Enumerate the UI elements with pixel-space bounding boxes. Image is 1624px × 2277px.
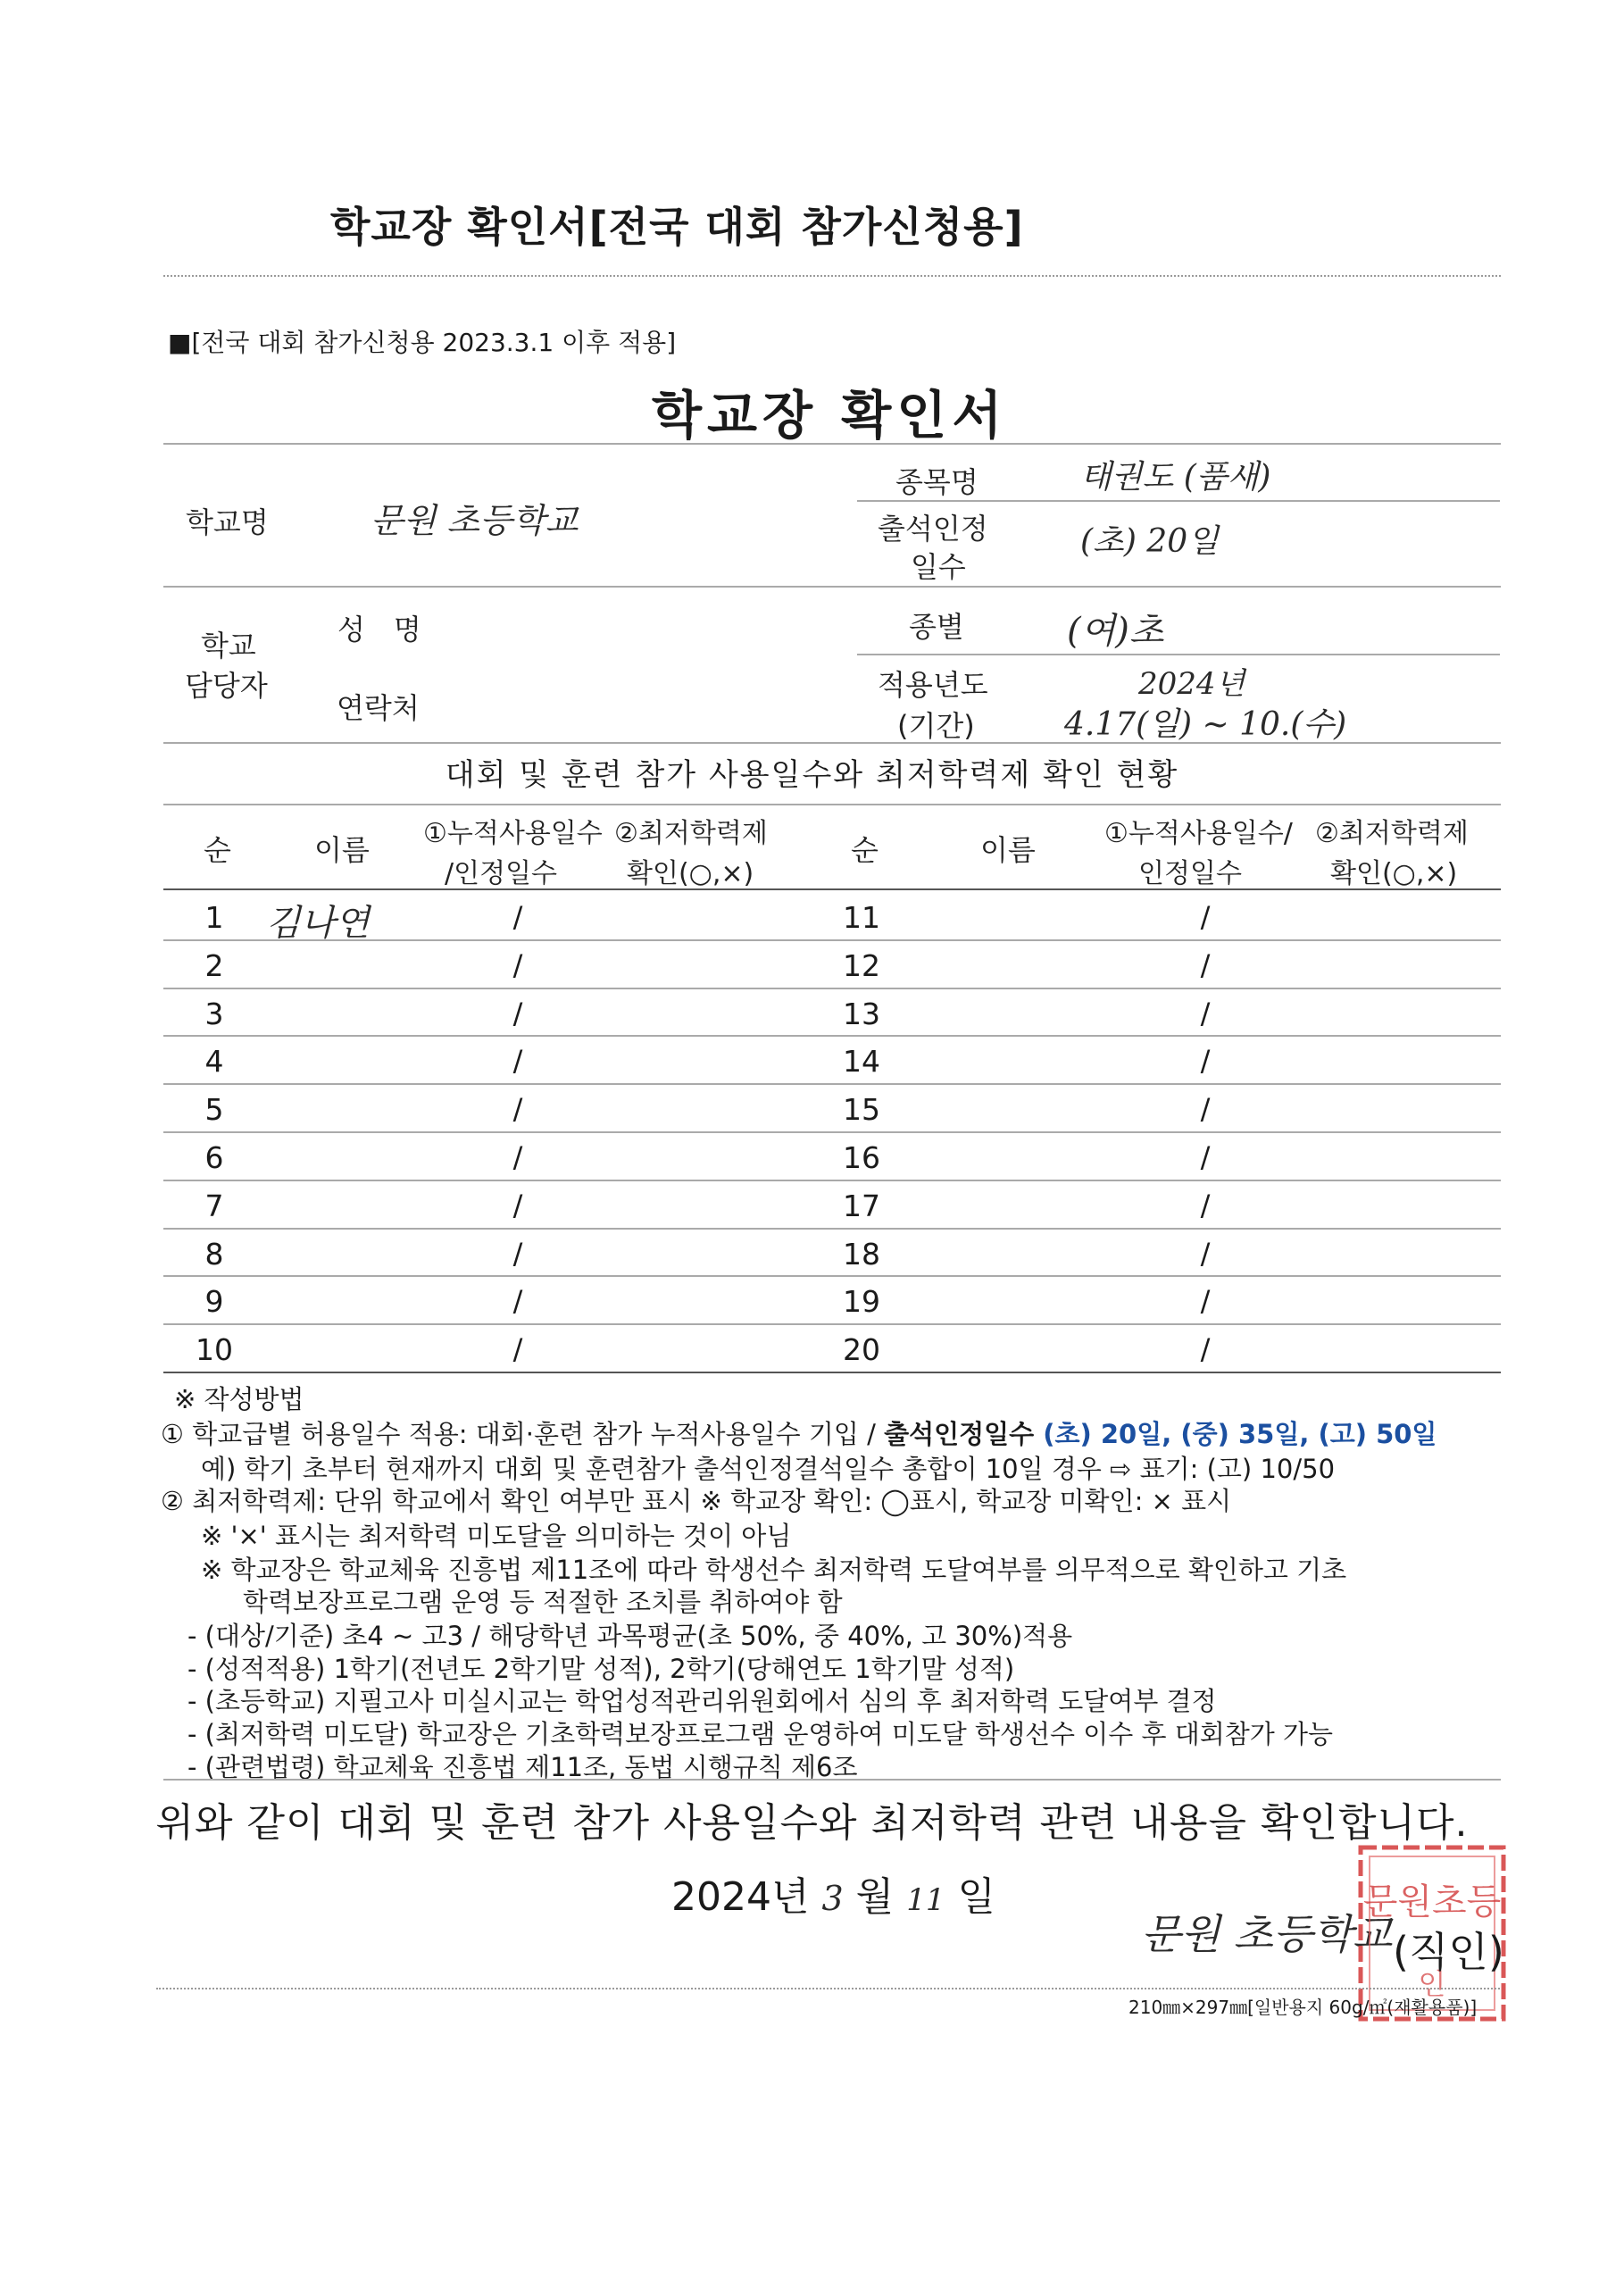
- row-days-right: /: [1200, 1332, 1211, 1367]
- gender-label: 종별: [909, 610, 964, 644]
- contact-name-label: 성 명: [337, 613, 421, 646]
- divider: [857, 500, 1500, 502]
- gender-value: (여)초: [1067, 611, 1164, 652]
- row-days-left: /: [512, 1188, 523, 1222]
- row-days-right: /: [1200, 1140, 1211, 1174]
- row-days-left: /: [512, 1092, 523, 1127]
- row-number-right: 17: [843, 1188, 880, 1223]
- row-number-left: 6: [204, 1140, 224, 1175]
- row-number-right: 20: [843, 1332, 880, 1368]
- header-check-right-2: 확인(○,×): [1330, 858, 1458, 889]
- event-label: 종목명: [895, 465, 979, 499]
- instruction-line-8: - (성적적용) 1학기(전년도 2학기말 성적), 2학기(당해연도 1학기말 성적): [187, 1654, 1015, 1684]
- header-name-left: 이름: [314, 833, 370, 867]
- header-check-left-1: ②최저학력제: [614, 818, 768, 849]
- row-number-right: 14: [843, 1044, 880, 1080]
- row-days-right: /: [1200, 1284, 1211, 1319]
- row-number-left: 2: [204, 947, 224, 983]
- header-check-left-2: 확인(○,×): [627, 858, 754, 889]
- row-number-left: 7: [204, 1188, 224, 1223]
- row-days-right: /: [1200, 1236, 1211, 1271]
- divider: [163, 586, 1501, 588]
- row-days-left: /: [512, 900, 523, 934]
- header-num-left: 순: [204, 833, 231, 867]
- instructions-heading: ※ 작성방법: [174, 1384, 304, 1414]
- school-name-label: 학교명: [186, 505, 269, 539]
- row-days-left: /: [512, 947, 523, 982]
- school-name-value: 문원 초등학교: [371, 501, 579, 540]
- header-days-left-2: /인정일수: [445, 858, 558, 889]
- divider: [163, 804, 1501, 805]
- row-days-left: /: [512, 1140, 523, 1174]
- document-top-title: 학교장 확인서[전국 대회 참가신청용]: [330, 203, 1024, 251]
- row-number-left: 4: [204, 1044, 224, 1080]
- row-days-right: /: [1200, 947, 1211, 982]
- manager-label-2: 담당자: [185, 669, 268, 703]
- row-number-left: 8: [204, 1236, 224, 1272]
- row-number-right: 15: [843, 1092, 880, 1128]
- row-days-right: /: [1200, 996, 1211, 1030]
- table-row-divider: [163, 1228, 1501, 1230]
- row-days-left: /: [512, 996, 523, 1030]
- header-days-left-1: ①누적사용일수: [423, 818, 603, 849]
- row-number-left: 5: [204, 1092, 224, 1128]
- instruction-line-10: - (최저학력 미도달) 학교장은 기초학력보장프로그램 운영하여 미도달 학생선수 이수 후 대회참가 가능: [187, 1719, 1334, 1749]
- instruction-line-4: ※ '×' 표시는 최저학력 미도달을 의미하는 것이 아님: [201, 1521, 792, 1551]
- seal-label: (직인): [1393, 1928, 1504, 1976]
- table-section-title: 대회 및 훈련 참가 사용일수와 최저학력제 확인 현황: [445, 757, 1179, 793]
- divider: [163, 1779, 1501, 1781]
- divider: [163, 888, 1501, 890]
- attendance-value: (초) 20일: [1080, 523, 1219, 560]
- period-label-2: (기간): [897, 709, 975, 743]
- signature-school-name: 문원 초등학교: [1141, 1910, 1393, 1958]
- period-label-1: 적용년도: [878, 668, 988, 702]
- instruction-line-11: - (관련법령) 학교체육 진흥법 제11조, 동법 시행규칙 제6조: [187, 1752, 858, 1782]
- row-days-right: /: [1200, 1044, 1211, 1079]
- row-days-left: /: [512, 1044, 523, 1079]
- instruction-line-5: ※ 학교장은 학교체육 진흥법 제11조에 따라 학생선수 최저학력 도달여부를 의무적으로 확인하고 기초: [201, 1555, 1347, 1585]
- instruction-line-6: 학력보장프로그램 운영 등 적절한 조치를 취하여야 함: [243, 1587, 843, 1617]
- divider: [857, 654, 1500, 655]
- row-days-right: /: [1200, 900, 1211, 934]
- row-number-right: 11: [843, 900, 880, 935]
- row-days-left: /: [512, 1236, 523, 1271]
- divider: [163, 443, 1501, 445]
- row-number-right: 12: [843, 947, 880, 983]
- instruction-line-2: 예) 학기 초부터 현재까지 대회 및 훈련참가 출석인정결석일수 총합이 10일 경우 ⇨ 표기: (고) 10/50: [201, 1454, 1336, 1484]
- contact-phone-label: 연락처: [337, 691, 420, 725]
- table-row-divider: [163, 939, 1501, 941]
- row-number-right: 18: [843, 1236, 880, 1272]
- application-note: ■[전국 대회 참가신청용 2023.3.1 이후 적용]: [168, 328, 677, 357]
- row-number-right: 16: [843, 1140, 880, 1175]
- row-number-right: 19: [843, 1284, 880, 1320]
- divider: [163, 742, 1501, 744]
- paper-spec-footer: 210㎜×297㎜[일반용지 60g/㎡(재활용품)]: [1128, 1997, 1478, 2018]
- row-days-right: /: [1200, 1092, 1211, 1127]
- table-row-divider: [163, 1275, 1501, 1277]
- row-number-left: 1: [204, 900, 224, 935]
- event-value: 태권도 (품새): [1080, 459, 1271, 496]
- row-number-left: 10: [196, 1332, 233, 1368]
- divider: [156, 1988, 1500, 1989]
- row-name-left: 김나연: [266, 903, 370, 944]
- table-row-divider: [163, 1035, 1501, 1037]
- header-num-right: 순: [851, 833, 879, 867]
- row-days-left: /: [512, 1284, 523, 1319]
- row-days-left: /: [512, 1332, 523, 1367]
- table-row-divider: [163, 1372, 1501, 1373]
- header-name-right: 이름: [980, 833, 1036, 867]
- period-year-value: 2024년: [1138, 666, 1245, 702]
- divider: [163, 275, 1501, 277]
- table-row-divider: [163, 988, 1501, 989]
- table-row-divider: [163, 1131, 1501, 1133]
- table-row-divider: [163, 1083, 1501, 1085]
- svg-text:문원초등: 문원초등: [1362, 1881, 1502, 1923]
- row-number-left: 3: [204, 996, 224, 1031]
- header-check-right-1: ②최저학력제: [1315, 818, 1469, 849]
- attendance-label-1: 출석인정: [878, 512, 988, 546]
- row-days-right: /: [1200, 1188, 1211, 1222]
- header-days-right-2: 인정일수: [1138, 858, 1242, 889]
- table-row-divider: [163, 1323, 1501, 1325]
- instruction-line-3: ② 최저학력제: 단위 학교에서 확인 여부만 표시 ※ 학교장 확인: ◯표시, 학교장 미확인: × 표시: [161, 1486, 1232, 1516]
- instruction-line-1: ① 학교급별 허용일수 적용: 대회·훈련 참가 누적사용일수 기입 / 출석인정일수 (초) 20일, (중) 35일, (고) 50일: [161, 1419, 1437, 1449]
- header-days-right-1: ①누적사용일수/: [1104, 818, 1293, 849]
- main-title: 학교장 확인서: [652, 385, 1008, 446]
- manager-label-1: 학교: [201, 629, 256, 663]
- period-range-value: 4.17(일) ~ 10.(수): [1064, 706, 1347, 743]
- confirmation-statement: 위와 같이 대회 및 훈련 참가 사용일수와 최저학력 관련 내용을 확인합니다.: [155, 1800, 1469, 1846]
- instruction-line-7: - (대상/기준) 초4 ~ 고3 / 해당학년 과목평균(초 50%, 중 40%, 고 30%)적용: [187, 1621, 1073, 1651]
- svg-text:인: 인: [1418, 1967, 1446, 2001]
- row-number-right: 13: [843, 996, 880, 1031]
- instruction-line-9: - (초등학교) 지필고사 미실시교는 학업성적관리위원회에서 심의 후 최저학력 도달여부 결정: [187, 1686, 1217, 1716]
- table-row-divider: [163, 1180, 1501, 1181]
- signing-date: 2024년 3 월 11 일: [671, 1874, 995, 1920]
- row-number-left: 9: [204, 1284, 224, 1320]
- attendance-label-2: 일수: [911, 550, 966, 584]
